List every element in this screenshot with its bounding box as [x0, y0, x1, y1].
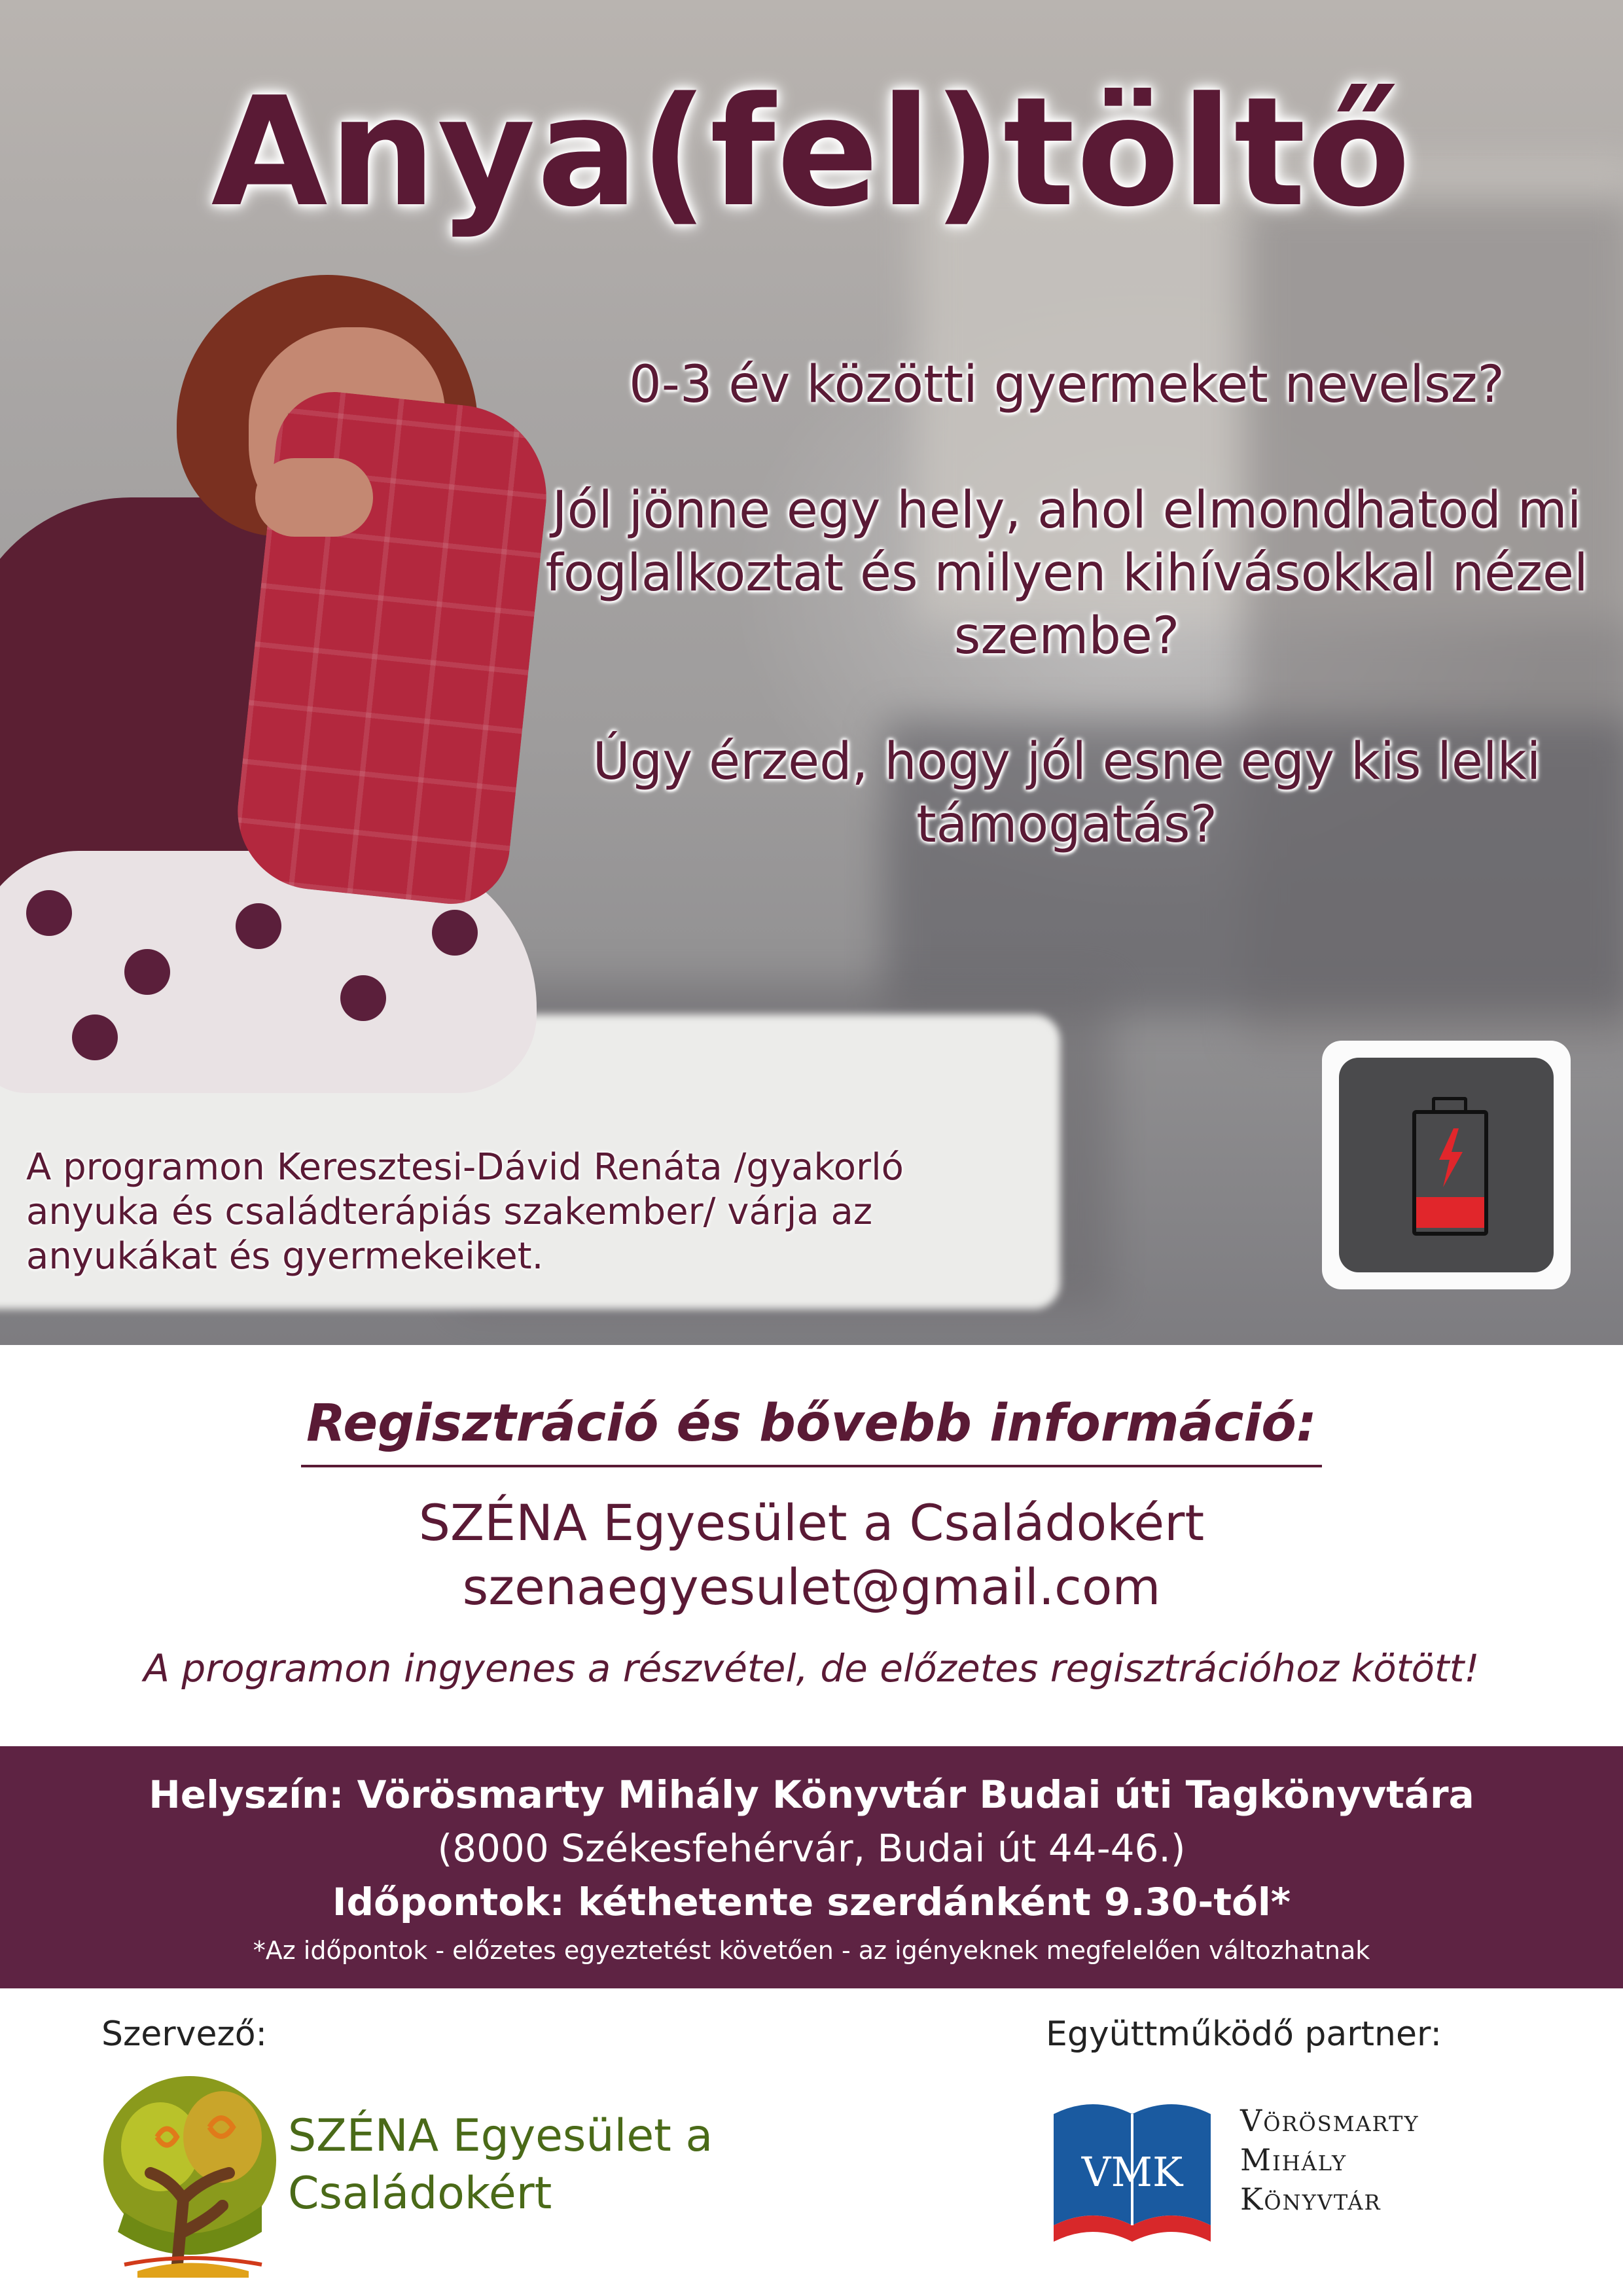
registration-email[interactable]: szenaegyesulet@gmail.com: [462, 1558, 1161, 1616]
tree-logo-icon: [98, 2075, 281, 2284]
pajama-pattern: [124, 949, 170, 995]
organizer-name-line2: Családokért: [288, 2168, 552, 2219]
location-banner: [0, 1746, 1623, 1988]
address-line: (8000 Székesfehérvár, Budai út 44-46.): [437, 1826, 1186, 1871]
registration-organization: SZÉNA Egyesület a Családokért: [418, 1494, 1205, 1552]
registration-heading: Regisztráció és bővebb információ:: [306, 1394, 1317, 1453]
partner-name: [1240, 2101, 1567, 2219]
organizer-name-line1: SZÉNA Egyesület a: [288, 2110, 713, 2162]
low-battery-icon: [1322, 1041, 1571, 1289]
organizer-label: Szervező:: [101, 2015, 268, 2054]
questions-block: [537, 353, 1597, 856]
lightning-icon: [1434, 1128, 1467, 1187]
partner-logo-text: VMK: [1081, 2148, 1183, 2196]
woman-hand: [255, 458, 373, 537]
battery-icon-background: [1339, 1058, 1554, 1272]
question-support: Úgy érzed, hogy jól esne egy kis lelki támogatás?: [592, 732, 1541, 854]
book-logo-icon: [1047, 2088, 1217, 2251]
times-footnote: *Az időpontok - előzetes egyeztetést követően - az igényeknek megfelelően változhatnak: [253, 1936, 1370, 1965]
organizer-name: [288, 2108, 877, 2223]
partner-label: Együttműködő partner:: [1046, 2015, 1442, 2054]
presenter-text: A programon Keresztesi-Dávid Renáta /gyakorló anyuka és családterápiás szakember/ várja az anyukákat és gyermekeiket.: [26, 1146, 904, 1278]
pajama-pattern: [26, 890, 72, 936]
poster-title: Anya(fel)töltő: [211, 65, 1412, 240]
question-place: Jól jönne egy hely, ahol elmondhatod mi foglalkoztat és milyen kihívásokkal nézel szembe?: [545, 481, 1588, 666]
registration-note: A programon ingyenes a részvétel, de előzetes regisztrációhoz kötött!: [143, 1646, 1480, 1691]
partner-name-line2: Mihály: [1240, 2142, 1347, 2178]
times-line: Időpontok: kéthetente szerdánként 9.30-tól*: [332, 1880, 1291, 1924]
location-line: Helyszín: Vörösmarty Mihály Könyvtár Budai úti Tagkönyvtára: [149, 1772, 1474, 1817]
battery-level: [1416, 1197, 1484, 1228]
question-age: 0-3 év közötti gyermeket nevelsz?: [629, 355, 1505, 414]
partner-name-line1: Vörösmarty: [1240, 2103, 1419, 2138]
heading-underline: [301, 1465, 1322, 1467]
pajama-pattern: [236, 903, 281, 949]
pajama-pattern: [72, 1014, 118, 1060]
partner-name-line3: Könyvtár: [1240, 2181, 1382, 2217]
pajama-pattern: [340, 975, 386, 1021]
pajama-pattern: [432, 910, 478, 956]
